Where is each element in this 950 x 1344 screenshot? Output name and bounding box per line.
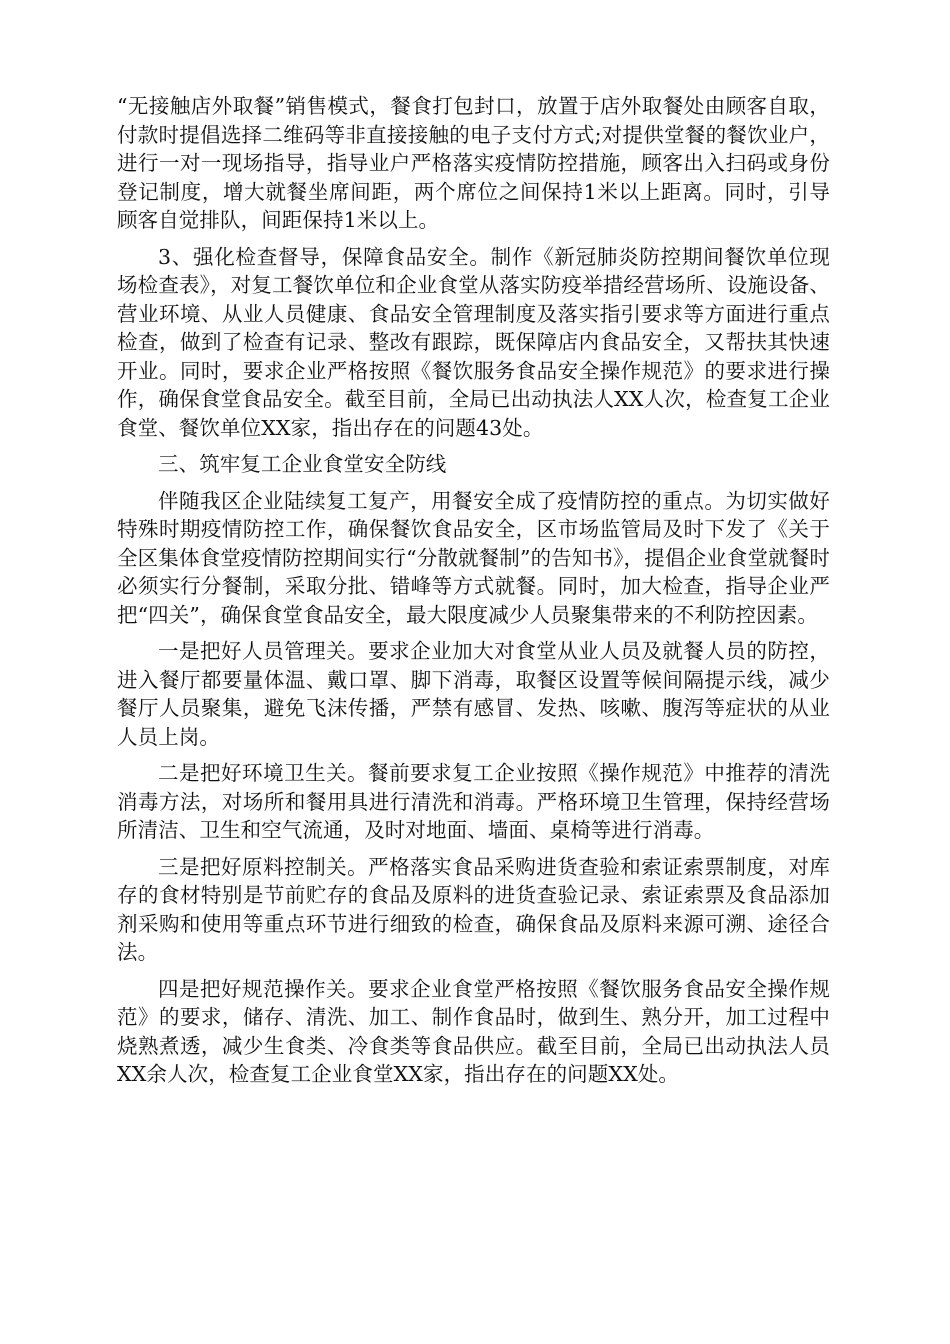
paragraph-environment-hygiene: 二是把好环境卫生关。餐前要求复工企业按照《操作规范》中推荐的清洗消毒方法，对场所和餐用具进行清洗和消毒。严格环境卫生管理，保持经营场所清洁、卫生和空气流通，及时对地面、墙面、桌椅等进行消毒。: [117, 761, 830, 842]
paragraph-canteen-safety-intro: 伴随我区企业陆续复工复产，用餐安全成了疫情防控的重点。为切实做好特殊时期疫情防控工作，确保餐饮食品安全，区市场监管局及时下发了《关于全区集体食堂疫情防控期间实行“分散就餐制”的告知书》，提倡企业食堂就餐时必须实行分餐制，采取分批、错峰等方式就餐。同时，加大检查，指导企业严把“四关”，确保食堂食品安全，最大限度减少人员聚集带来的不利防控因素。: [117, 488, 830, 627]
section-heading: 三、筑牢复工企业食堂安全防线: [158, 452, 447, 476]
paragraph-standard-operation: 四是把好规范操作关。要求企业食堂严格按照《餐饮服务食品安全操作规范》的要求，储存、清洗、加工、制作食品时，做到生、熟分开，加工过程中烧熟煮透，减少生食类、冷食类等食品供应。截至目前，全局已出动执法人员XX余人次，检查复工企业食堂XX家，指出存在的问题XX处。: [117, 976, 830, 1086]
paragraph-personnel-management: 一是把好人员管理关。要求企业加大对食堂从业人员及就餐人员的防控，进入餐厅都要量体温、戴口罩、脚下消毒，取餐区设置等候间隔提示线，减少餐厅人员聚集，避免飞沫传播，严禁有感冒、发热、咳嗽、腹泻等症状的从业人员上岗。: [117, 639, 830, 749]
paragraph-inspection-supervision: 3、强化检查督导，保障食品安全。制作《新冠肺炎防控期间餐饮单位现场检查表》，对复工餐饮单位和企业食堂从落实防疫举措经营场所、设施设备、营业环境、从业人员健康、食品安全管理制度及落实指引要求等方面进行重点检查，做到了检查有记录、整改有跟踪，既保障店内食品安全，又帮扶其快速开业。同时，要求企业严格按照《餐饮服务食品安全操作规范》的要求进行操作，确保食堂食品安全。截至目前，全局已出动执法人XX人次，检查复工企业食堂、餐饮单位XX家，指出存在的问题43处。: [117, 244, 830, 440]
paragraph-raw-material-control: 三是把好原料控制关。严格落实食品采购进货查验和索证索票制度，对库存的食材特别是节前贮存的食品及原料的进货查验记录、索证索票及食品添加剂采购和使用等重点环节进行细致的检查，确保食品及原料来源可溯、途径合法。: [117, 854, 830, 964]
paragraph-continued: “无接触店外取餐”销售模式，餐食打包封口，放置于店外取餐处由顾客自取，付款时提倡选择二维码等非直接接触的电子支付方式;对提供堂餐的餐饮业户，进行一对一现场指导，指导业户严格落实疫情防控措施，顾客出入扫码或身份登记制度，增大就餐坐席间距，两个席位之间保持1米以上距离。同时，引导顾客自觉排队，间距保持1米以上。: [117, 94, 830, 232]
document-body: [117, 92, 830, 1097]
